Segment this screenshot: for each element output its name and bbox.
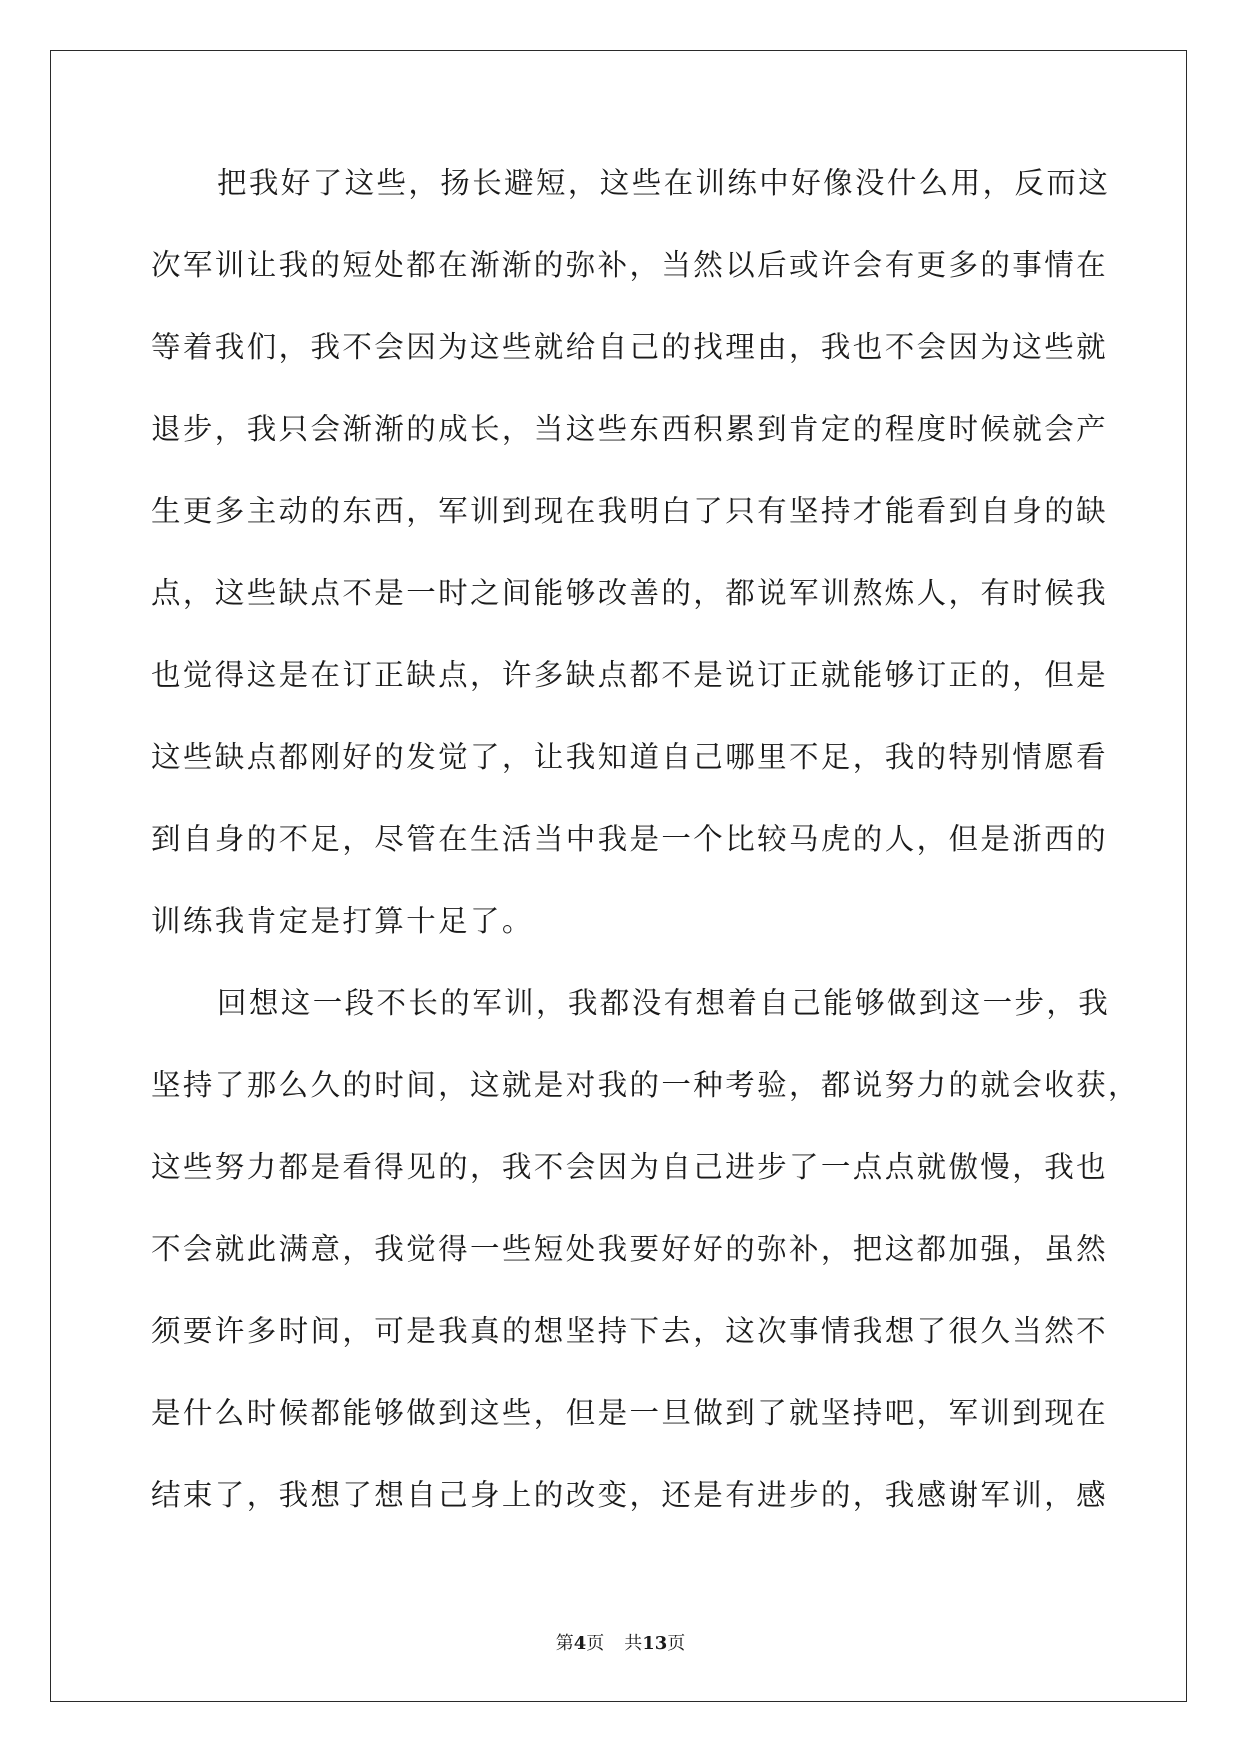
paragraph-1-line-6: 点，这些缺点不是一时之间能够改善的，都说军训熬炼人，有时候我 <box>151 576 1109 610</box>
paragraph-2-line-1: 回想这一段不长的军训，我都没有想着自己能够做到这一步，我 <box>217 986 1111 1020</box>
paragraph-1-line-1: 把我好了这些，扬长避短，这些在训练中好像没什么用，反而这 <box>217 166 1111 200</box>
paragraph-2-line-5: 须要许多时间，可是我真的想坚持下去，这次事情我想了很久当然不 <box>151 1314 1109 1348</box>
paragraph-1-line-8: 这些缺点都刚好的发觉了，让我知道自己哪里不足，我的特别情愿看 <box>151 740 1109 774</box>
total-prefix: 共 <box>624 1633 643 1654</box>
paragraph-1-line-7: 也觉得这是在订正缺点，许多缺点都不是说订正就能够订正的，但是 <box>151 658 1109 692</box>
paragraph-1-line-2: 次军训让我的短处都在渐渐的弥补，当然以后或许会有更多的事情在 <box>151 248 1109 282</box>
paragraph-1-line-9: 到自身的不足，尽管在生活当中我是一个比较马虎的人，但是浙西的 <box>151 822 1109 856</box>
paragraph-2-line-2: 坚持了那么久的时间，这就是对我的一种考验，都说努力的就会收获， <box>151 1068 1140 1102</box>
paragraph-1-line-3: 等着我们，我不会因为这些就给自己的找理由，我也不会因为这些就 <box>151 330 1109 364</box>
document-body <box>151 162 1140 1556</box>
paragraph-2-line-4: 不会就此满意，我觉得一些短处我要好好的弥补，把这都加强，虽然 <box>151 1232 1109 1266</box>
paragraph-1-line-10: 训练我肯定是打算十足了。 <box>151 904 534 938</box>
paragraph-2-line-6: 是什么时候都能够做到这些，但是一旦做到了就坚持吧，军训到现在 <box>151 1396 1109 1430</box>
page-number: 4 <box>573 1633 587 1654</box>
paragraph-2-line-3: 这些努力都是看得见的，我不会因为自己进步了一点点就傲慢，我也 <box>151 1150 1109 1184</box>
total-pages: 13 <box>642 1633 668 1654</box>
page-prefix: 第 <box>555 1633 574 1654</box>
paragraph-2-line-7: 结束了，我想了想自己身上的改变，还是有进步的，我感谢军训，感 <box>151 1478 1109 1512</box>
total-suffix: 页 <box>667 1633 686 1654</box>
paragraph-1-line-5: 生更多主动的东西，军训到现在我明白了只有坚持才能看到自身的缺 <box>151 494 1109 528</box>
paragraph-1-line-4: 退步，我只会渐渐的成长，当这些东西积累到肯定的程度时候就会产 <box>151 412 1109 446</box>
page-footer <box>0 1632 1241 1656</box>
page-suffix: 页 <box>586 1633 605 1654</box>
